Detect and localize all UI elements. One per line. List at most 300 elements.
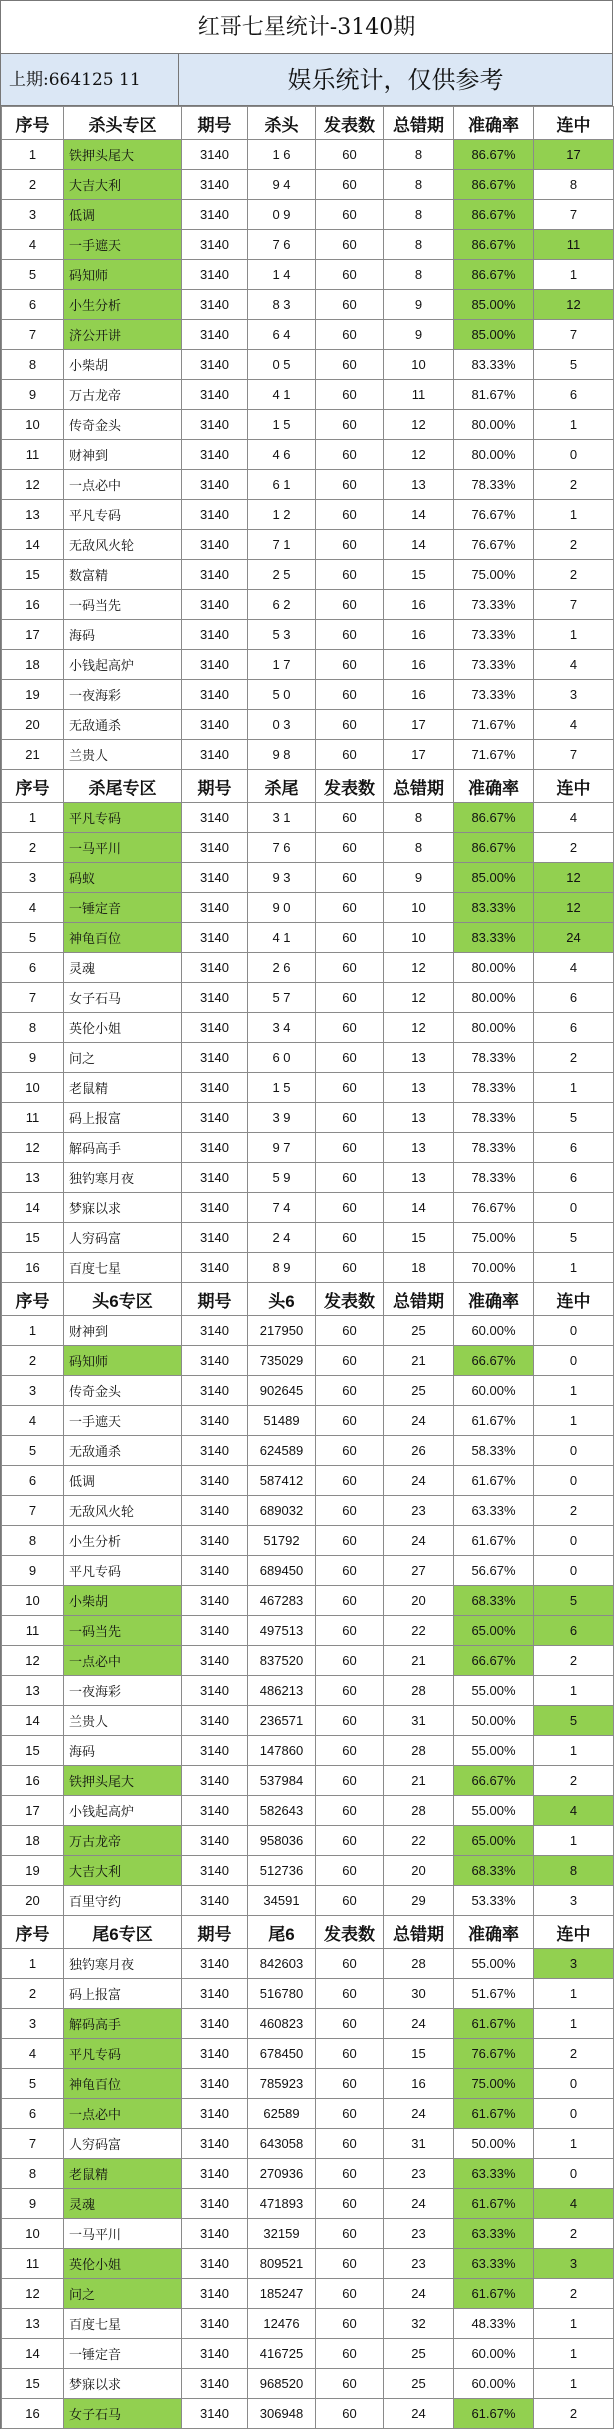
table-row [2,1073,614,1103]
period-cell: 3140 [182,1706,248,1736]
streak-cell: 2 [534,2219,614,2249]
miss-count-cell: 16 [384,620,454,650]
row-number: 10 [2,410,64,440]
accuracy-cell: 68.33% [454,1856,534,1886]
posts-cell: 60 [316,290,384,320]
header-rate: 准确率 [454,1283,534,1316]
period-cell: 3140 [182,170,248,200]
expert-name: 传奇金头 [64,410,182,440]
expert-name: 老鼠精 [64,2159,182,2189]
accuracy-cell: 85.00% [454,320,534,350]
posts-cell: 60 [316,1586,384,1616]
row-number: 20 [2,1886,64,1916]
streak-cell: 1 [534,260,614,290]
table-row [2,1316,614,1346]
row-number: 3 [2,200,64,230]
streak-cell: 2 [534,1043,614,1073]
miss-count-cell: 28 [384,1796,454,1826]
streak-cell: 4 [534,803,614,833]
period-cell: 3140 [182,2219,248,2249]
expert-name: 码上报富 [64,1103,182,1133]
miss-count-cell: 15 [384,560,454,590]
table-row [2,2339,614,2369]
accuracy-cell: 78.33% [454,1133,534,1163]
expert-name: 无敌通杀 [64,1436,182,1466]
value-cell: 1 5 [248,1073,316,1103]
row-number: 9 [2,1043,64,1073]
streak-cell: 1 [534,1676,614,1706]
miss-count-cell: 23 [384,1496,454,1526]
posts-cell: 60 [316,1193,384,1223]
posts-cell: 60 [316,1556,384,1586]
value-cell: 1 5 [248,410,316,440]
accuracy-cell: 73.33% [454,650,534,680]
row-number: 2 [2,833,64,863]
posts-cell: 60 [316,440,384,470]
row-number: 11 [2,440,64,470]
value-cell: 968520 [248,2369,316,2399]
expert-name: 平凡专码 [64,500,182,530]
posts-cell: 60 [316,350,384,380]
streak-cell: 1 [534,1736,614,1766]
streak-cell: 0 [534,1556,614,1586]
period-cell: 3140 [182,2009,248,2039]
value-cell: 4 1 [248,380,316,410]
period-cell: 3140 [182,1073,248,1103]
miss-count-cell: 8 [384,803,454,833]
posts-cell: 60 [316,2189,384,2219]
miss-count-cell: 27 [384,1556,454,1586]
table-row [2,1466,614,1496]
period-cell: 3140 [182,1133,248,1163]
posts-cell: 60 [316,740,384,770]
streak-cell: 1 [534,1253,614,1283]
posts-cell: 60 [316,2279,384,2309]
row-number: 15 [2,2369,64,2399]
accuracy-cell: 78.33% [454,1103,534,1133]
expert-name: 平凡专码 [64,1556,182,1586]
period-cell: 3140 [182,2369,248,2399]
expert-name: 老鼠精 [64,1073,182,1103]
expert-name: 平凡专码 [64,2039,182,2069]
accuracy-cell: 61.67% [454,1526,534,1556]
miss-count-cell: 24 [384,1526,454,1556]
posts-cell: 60 [316,710,384,740]
table-row [2,1826,614,1856]
period-cell: 3140 [182,1346,248,1376]
period-cell: 3140 [182,1616,248,1646]
value-cell: 735029 [248,1346,316,1376]
value-cell: 416725 [248,2339,316,2369]
row-number: 16 [2,1253,64,1283]
miss-count-cell: 16 [384,650,454,680]
period-cell: 3140 [182,350,248,380]
row-number: 17 [2,1796,64,1826]
table-row [2,200,614,230]
period-cell: 3140 [182,410,248,440]
posts-cell: 60 [316,1316,384,1346]
expert-name: 一点必中 [64,470,182,500]
expert-name: 百里守约 [64,1886,182,1916]
miss-count-cell: 12 [384,440,454,470]
table-row [2,2099,614,2129]
posts-cell: 60 [316,410,384,440]
table-row [2,2069,614,2099]
miss-count-cell: 24 [384,1406,454,1436]
miss-count-cell: 13 [384,1103,454,1133]
row-number: 11 [2,2249,64,2279]
value-cell: 1 2 [248,500,316,530]
streak-cell: 7 [534,200,614,230]
period-cell: 3140 [182,530,248,560]
streak-cell: 0 [534,1436,614,1466]
streak-cell: 1 [534,1406,614,1436]
header-period: 期号 [182,1283,248,1316]
row-number: 13 [2,1163,64,1193]
row-number: 1 [2,1316,64,1346]
posts-cell: 60 [316,140,384,170]
period-cell: 3140 [182,1163,248,1193]
table-row [2,1676,614,1706]
miss-count-cell: 31 [384,2129,454,2159]
miss-count-cell: 18 [384,1253,454,1283]
period-cell: 3140 [182,1556,248,1586]
table-row [2,1436,614,1466]
value-cell: 689032 [248,1496,316,1526]
header-posts: 发表数 [316,107,384,140]
accuracy-cell: 70.00% [454,1253,534,1283]
miss-count-cell: 12 [384,983,454,1013]
value-cell: 2 6 [248,953,316,983]
value-cell: 4 1 [248,923,316,953]
row-number: 19 [2,680,64,710]
miss-count-cell: 8 [384,230,454,260]
expert-name: 人穷码富 [64,2129,182,2159]
header-zone: 杀尾专区 [64,770,182,803]
value-cell: 236571 [248,1706,316,1736]
streak-cell: 2 [534,2279,614,2309]
expert-name: 英伦小姐 [64,1013,182,1043]
expert-name: 神龟百位 [64,923,182,953]
accuracy-cell: 86.67% [454,170,534,200]
posts-cell: 60 [316,2099,384,2129]
miss-count-cell: 15 [384,1223,454,1253]
posts-cell: 60 [316,893,384,923]
posts-cell: 60 [316,833,384,863]
streak-cell: 7 [534,740,614,770]
streak-cell: 2 [534,1766,614,1796]
row-number: 14 [2,2339,64,2369]
expert-name: 灵魂 [64,953,182,983]
accuracy-cell: 75.00% [454,560,534,590]
miss-count-cell: 13 [384,1133,454,1163]
accuracy-cell: 86.67% [454,260,534,290]
row-number: 7 [2,1496,64,1526]
accuracy-cell: 83.33% [454,893,534,923]
accuracy-cell: 55.00% [454,1676,534,1706]
streak-cell: 6 [534,1133,614,1163]
streak-cell: 6 [534,983,614,1013]
accuracy-cell: 80.00% [454,410,534,440]
miss-count-cell: 25 [384,1316,454,1346]
posts-cell: 60 [316,1949,384,1979]
period-cell: 3140 [182,2189,248,2219]
expert-name: 女子石马 [64,983,182,1013]
period-cell: 3140 [182,1646,248,1676]
posts-cell: 60 [316,1376,384,1406]
streak-cell: 1 [534,2009,614,2039]
accuracy-cell: 80.00% [454,953,534,983]
posts-cell: 60 [316,863,384,893]
accuracy-cell: 80.00% [454,440,534,470]
accuracy-cell: 76.67% [454,2039,534,2069]
streak-cell: 1 [534,1979,614,2009]
accuracy-cell: 63.33% [454,2159,534,2189]
expert-name: 一点必中 [64,1646,182,1676]
period-cell: 3140 [182,1376,248,1406]
accuracy-cell: 61.67% [454,2399,534,2429]
table-row [2,2129,614,2159]
period-cell: 3140 [182,2309,248,2339]
streak-cell: 6 [534,1163,614,1193]
row-number: 16 [2,1766,64,1796]
page-title: 红哥七星统计-3140期 [1,1,613,54]
value-cell: 8 3 [248,290,316,320]
period-cell: 3140 [182,470,248,500]
miss-count-cell: 25 [384,2369,454,2399]
period-cell: 3140 [182,1496,248,1526]
row-number: 3 [2,1376,64,1406]
posts-cell: 60 [316,2369,384,2399]
value-cell: 785923 [248,2069,316,2099]
period-cell: 3140 [182,1466,248,1496]
disclaimer-note: 娱乐统计，仅供参考 [179,54,613,106]
accuracy-cell: 86.67% [454,200,534,230]
period-cell: 3140 [182,2099,248,2129]
accuracy-cell: 71.67% [454,710,534,740]
posts-cell: 60 [316,620,384,650]
posts-cell: 60 [316,2159,384,2189]
row-number: 7 [2,320,64,350]
table-row [2,1856,614,1886]
row-number: 13 [2,2309,64,2339]
row-number: 20 [2,710,64,740]
value-cell: 306948 [248,2399,316,2429]
value-cell: 6 1 [248,470,316,500]
streak-cell: 12 [534,290,614,320]
expert-name: 一马平川 [64,2219,182,2249]
row-number: 4 [2,893,64,923]
expert-name: 神龟百位 [64,2069,182,2099]
row-number: 14 [2,530,64,560]
posts-cell: 60 [316,2009,384,2039]
accuracy-cell: 71.67% [454,740,534,770]
period-cell: 3140 [182,923,248,953]
streak-cell: 2 [534,2039,614,2069]
row-number: 8 [2,1013,64,1043]
posts-cell: 60 [316,1133,384,1163]
expert-name: 解码高手 [64,1133,182,1163]
accuracy-cell: 78.33% [454,1073,534,1103]
accuracy-cell: 61.67% [454,2279,534,2309]
value-cell: 7 6 [248,833,316,863]
streak-cell: 5 [534,1706,614,1736]
header-period: 期号 [182,1916,248,1949]
row-number: 8 [2,2159,64,2189]
table-row [2,410,614,440]
streak-cell: 5 [534,1586,614,1616]
miss-count-cell: 28 [384,1949,454,1979]
period-cell: 3140 [182,803,248,833]
header-period: 期号 [182,770,248,803]
row-number: 5 [2,2069,64,2099]
period-cell: 3140 [182,710,248,740]
row-number: 2 [2,170,64,200]
miss-count-cell: 13 [384,470,454,500]
period-cell: 3140 [182,2399,248,2429]
table-row [2,1979,614,2009]
table-row [2,1223,614,1253]
accuracy-cell: 76.67% [454,500,534,530]
accuracy-cell: 65.00% [454,1616,534,1646]
table-row [2,1886,614,1916]
miss-count-cell: 9 [384,863,454,893]
table-row [2,2309,614,2339]
period-cell: 3140 [182,1766,248,1796]
streak-cell: 0 [534,440,614,470]
period-cell: 3140 [182,260,248,290]
miss-count-cell: 8 [384,170,454,200]
header-streak: 连中 [534,770,614,803]
streak-cell: 2 [534,1496,614,1526]
miss-count-cell: 15 [384,2039,454,2069]
table-row [2,893,614,923]
accuracy-cell: 75.00% [454,2069,534,2099]
miss-count-cell: 28 [384,1736,454,1766]
value-cell: 6 4 [248,320,316,350]
miss-count-cell: 8 [384,200,454,230]
streak-cell: 5 [534,1103,614,1133]
table-row [2,953,614,983]
expert-name: 万古龙帝 [64,1826,182,1856]
accuracy-cell: 86.67% [454,833,534,863]
row-number: 9 [2,2189,64,2219]
posts-cell: 60 [316,1253,384,1283]
accuracy-cell: 85.00% [454,290,534,320]
accuracy-cell: 78.33% [454,470,534,500]
table-row [2,230,614,260]
miss-count-cell: 14 [384,530,454,560]
value-cell: 8 9 [248,1253,316,1283]
miss-count-cell: 8 [384,833,454,863]
info-row [1,54,613,106]
header-miss: 总错期 [384,1283,454,1316]
table-row [2,1193,614,1223]
value-cell: 837520 [248,1646,316,1676]
table-row [2,1949,614,1979]
accuracy-cell: 86.67% [454,230,534,260]
row-number: 6 [2,290,64,320]
accuracy-cell: 61.67% [454,2189,534,2219]
accuracy-cell: 55.00% [454,1736,534,1766]
value-cell: 9 7 [248,1133,316,1163]
header-period: 期号 [182,107,248,140]
streak-cell: 4 [534,2189,614,2219]
period-cell: 3140 [182,953,248,983]
period-cell: 3140 [182,2039,248,2069]
period-cell: 3140 [182,2339,248,2369]
row-number: 7 [2,983,64,1013]
row-number: 2 [2,1979,64,2009]
value-cell: 902645 [248,1376,316,1406]
value-cell: 0 9 [248,200,316,230]
accuracy-cell: 66.67% [454,1766,534,1796]
posts-cell: 60 [316,2039,384,2069]
expert-name: 无敌风火轮 [64,1496,182,1526]
table-row [2,1103,614,1133]
table-row [2,560,614,590]
row-number: 4 [2,1406,64,1436]
period-cell: 3140 [182,1013,248,1043]
header-zone: 尾6专区 [64,1916,182,1949]
expert-name: 济公开讲 [64,320,182,350]
row-number: 5 [2,923,64,953]
miss-count-cell: 24 [384,2189,454,2219]
table-row [2,470,614,500]
posts-cell: 60 [316,923,384,953]
posts-cell: 60 [316,2249,384,2279]
posts-cell: 60 [316,1406,384,1436]
miss-count-cell: 10 [384,893,454,923]
table-row [2,1586,614,1616]
table-row [2,620,614,650]
accuracy-cell: 55.00% [454,1796,534,1826]
streak-cell: 6 [534,1013,614,1043]
table-row [2,1163,614,1193]
accuracy-cell: 63.33% [454,2249,534,2279]
streak-cell: 0 [534,1316,614,1346]
table-row [2,1496,614,1526]
accuracy-cell: 66.67% [454,1346,534,1376]
period-cell: 3140 [182,863,248,893]
value-cell: 689450 [248,1556,316,1586]
miss-count-cell: 24 [384,2009,454,2039]
table-row [2,833,614,863]
table-row [2,1766,614,1796]
table-row [2,170,614,200]
accuracy-cell: 63.33% [454,1496,534,1526]
miss-count-cell: 32 [384,2309,454,2339]
accuracy-cell: 50.00% [454,1706,534,1736]
table-row [2,863,614,893]
value-cell: 467283 [248,1586,316,1616]
row-number: 14 [2,1706,64,1736]
header-posts: 发表数 [316,1916,384,1949]
expert-name: 无敌风火轮 [64,530,182,560]
streak-cell: 3 [534,680,614,710]
table-row [2,1616,614,1646]
table-row [2,650,614,680]
table-row [2,1736,614,1766]
row-number: 9 [2,1556,64,1586]
streak-cell: 0 [534,1346,614,1376]
row-number: 1 [2,140,64,170]
period-cell: 3140 [182,1676,248,1706]
accuracy-cell: 61.67% [454,2099,534,2129]
header-rate: 准确率 [454,770,534,803]
expert-name: 码知师 [64,260,182,290]
row-number: 12 [2,2279,64,2309]
